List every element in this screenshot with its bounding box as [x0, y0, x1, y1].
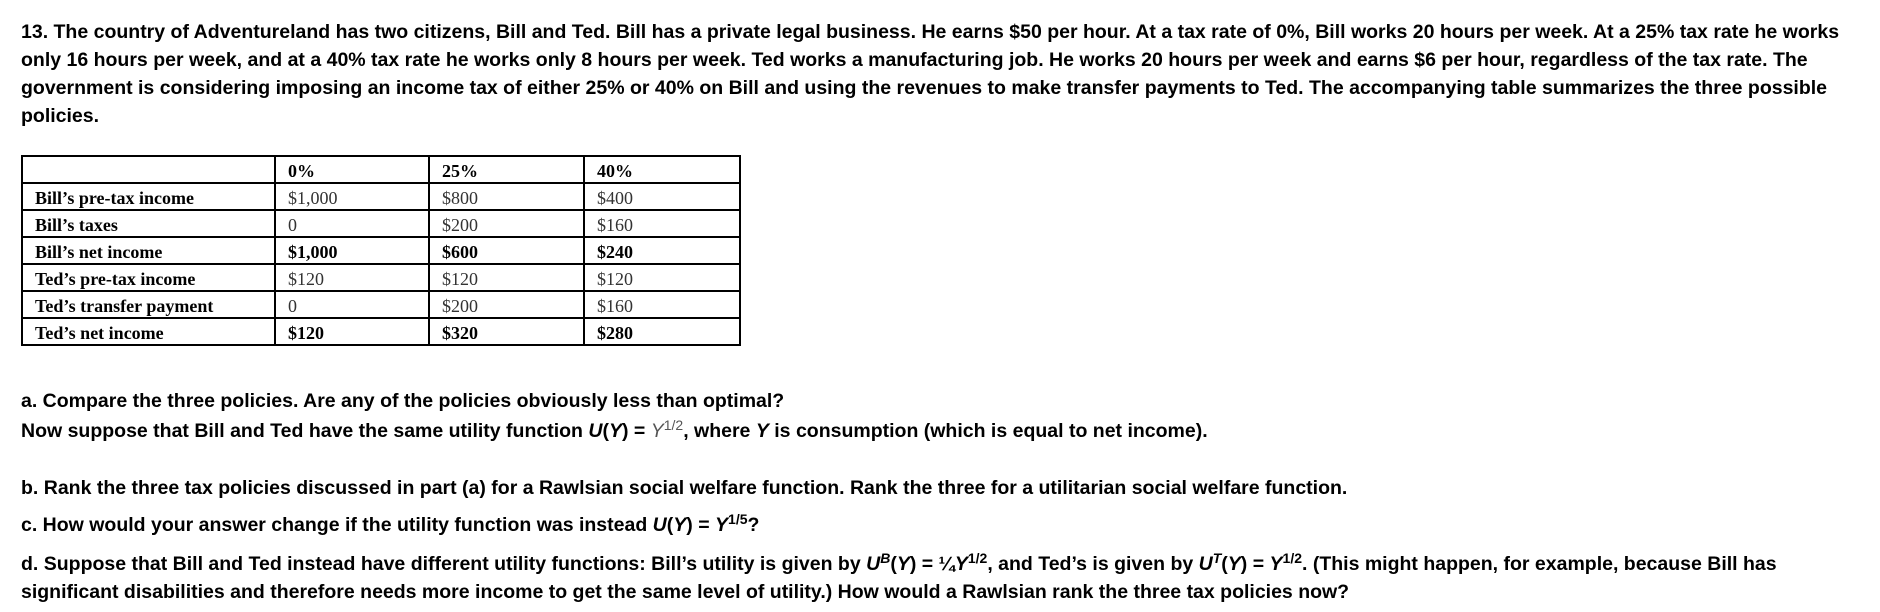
- text-fragment: = ¼: [916, 553, 955, 575]
- math-exponent: 1/2: [1282, 550, 1303, 566]
- text-fragment: c. How would your answer change if the utility function was instead: [21, 514, 653, 536]
- math-exponent: 1/2: [663, 417, 684, 433]
- table-cell: $120: [275, 318, 429, 345]
- text-fragment: Now suppose that Bill and Ted have the same utility function: [21, 420, 589, 442]
- table-cell: $160: [584, 210, 740, 237]
- question-c: c. How would your answer change if the utility function was instead $U(Y) = Y^{1/5}$?: [21, 511, 760, 536]
- table-cell: $400: [584, 183, 740, 210]
- intro-line: only 16 hours per week, and at a 40% tax rate he works only 8 hours per week. Ted works a manufacturing job. He works 20 hours per week and earns $6 per hour, regardless of the tax rate. The: [21, 49, 1808, 71]
- table-cell: $280: [584, 318, 740, 345]
- table-header-cell: 25%: [429, 156, 584, 183]
- math-exponent: 1/5: [728, 511, 748, 527]
- question-b: b. Rank the three tax policies discussed in part (a) for a Rawlsian social welfare function. Rank the three for a utilitarian social welfare function.: [21, 477, 1348, 499]
- math-exponent: 1/2: [967, 550, 988, 566]
- math-symbol: U: [1198, 553, 1213, 575]
- text-fragment: d. Suppose that Bill and Ted instead have different utility functions: Bill’s utility is given by: [21, 553, 867, 575]
- table-row: [22, 264, 740, 291]
- table-header-cell: 40%: [584, 156, 740, 183]
- math-symbol: U: [866, 553, 881, 575]
- math-symbol: Y: [755, 420, 769, 442]
- table-cell: $1,000: [275, 183, 429, 210]
- tax-policy-table: [21, 155, 741, 346]
- question-d: [21, 550, 1880, 606]
- table-cell: $120: [275, 264, 429, 291]
- table-cell: $200: [429, 291, 584, 318]
- row-label: Bill’s net income: [22, 237, 275, 264]
- table-cell: $320: [429, 318, 584, 345]
- math-symbol: U: [652, 514, 667, 536]
- math-symbol: Y: [954, 553, 968, 575]
- question-d-line: significant disabilities and therefore needs more income to get the same level of utility.) How would a Rawlsian rank the three tax policies now?: [21, 581, 1350, 603]
- utility-assumption: Now suppose that Bill and Ted have the same utility function $U(Y) = Y^{1/2}$, where Y is consumption (which is equal to net income).: [21, 417, 1208, 442]
- table-cell: $600: [429, 237, 584, 264]
- row-label: Bill’s taxes: [22, 210, 275, 237]
- text-fragment: =: [1247, 553, 1270, 575]
- row-label: Ted’s net income: [22, 318, 275, 345]
- text-fragment: , where: [683, 420, 756, 442]
- table-row: [22, 291, 740, 318]
- text-fragment: ?: [747, 514, 760, 536]
- math-symbol: Y: [673, 514, 687, 536]
- table-cell: $1,000: [275, 237, 429, 264]
- math-symbol: Y: [896, 553, 910, 575]
- table-cell: $800: [429, 183, 584, 210]
- table-cell: $240: [584, 237, 740, 264]
- text-fragment: is consumption (which is equal to net income).: [768, 420, 1208, 442]
- math-symbol: U: [588, 420, 603, 442]
- table-row: [22, 210, 740, 237]
- table-header-cell: 0%: [275, 156, 429, 183]
- row-label: Ted’s transfer payment: [22, 291, 275, 318]
- row-label: Ted’s pre-tax income: [22, 264, 275, 291]
- question-a: a. Compare the three policies. Are any of the policies obviously less than optimal?: [21, 390, 785, 412]
- table-header-cell: [22, 156, 275, 183]
- intro-line: policies.: [21, 105, 100, 127]
- table-cell: $200: [429, 210, 584, 237]
- intro-line: 13. The country of Adventureland has two citizens, Bill and Ted. Bill has a private legal business. He earns $50 per hour. At a tax rate of 0%, Bill works 20 hours per week. At a 25% tax rate he works: [21, 21, 1840, 43]
- text-fragment: =: [628, 420, 651, 442]
- math-symbol: Y: [715, 514, 729, 536]
- table-row: [22, 318, 740, 345]
- table-cell: 0: [275, 291, 429, 318]
- math-symbol: Y: [1227, 553, 1241, 575]
- table-cell: $160: [584, 291, 740, 318]
- table-cell: 0: [275, 210, 429, 237]
- table-cell: $120: [429, 264, 584, 291]
- math-superscript: T: [1212, 550, 1222, 566]
- text-fragment: , and Ted’s is given by: [987, 553, 1199, 575]
- intro-line: government is considering imposing an income tax of either 25% or 40% on Bill and using the revenues to make transfer payments to Ted. The accompanying table summarizes the three possible: [21, 77, 1828, 99]
- row-label: Bill’s pre-tax income: [22, 183, 275, 210]
- math-symbol: Y: [608, 420, 622, 442]
- table-row: [22, 183, 740, 210]
- table-cell: $120: [584, 264, 740, 291]
- text-fragment: =: [692, 514, 716, 536]
- question-d-line: d. Suppose that Bill and Ted instead have different utility functions: Bill’s utility is given by $U^B(Y)$ = $\frac{1}{4}Y^{1/2}$, and Ted’s is given by $U^T(Y) = Y^{1/2}$. (This might happen, for example, because Bill has: [21, 550, 1777, 575]
- table-header-row: [22, 156, 740, 183]
- math-symbol: Y: [650, 420, 664, 442]
- text-fragment: . (This might happen, for example, because Bill has: [1302, 553, 1777, 575]
- math-symbol: Y: [1269, 553, 1283, 575]
- table-row: [22, 237, 740, 264]
- math-superscript: B: [880, 550, 891, 566]
- problem-intro: [21, 18, 1880, 130]
